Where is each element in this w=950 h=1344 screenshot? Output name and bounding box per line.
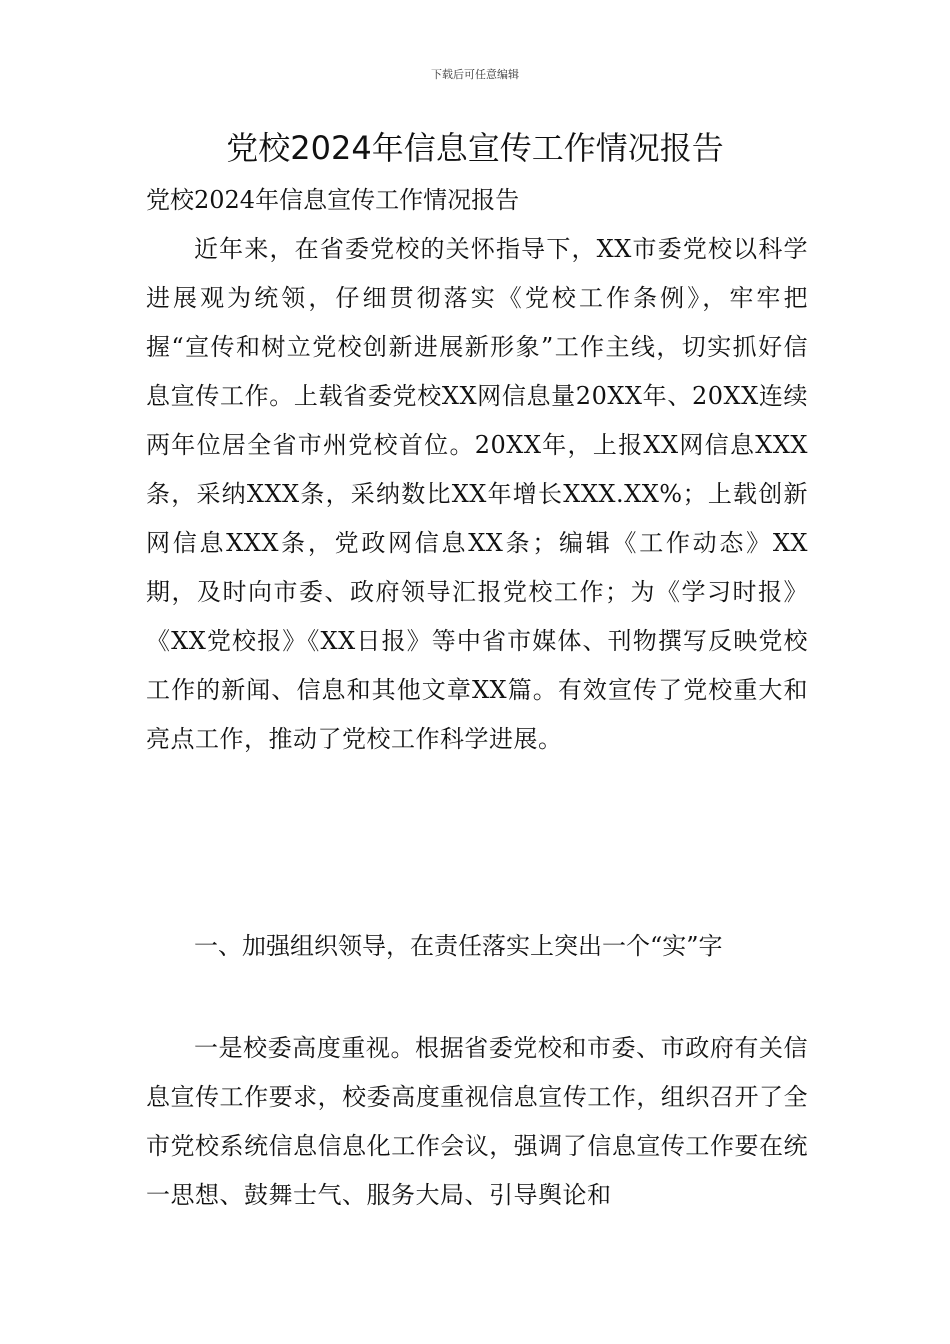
body-paragraph: 一是校委高度重视。根据省委党校和市委、市政府有关信息宣传工作要求，校委高度重视信息宣传工作，组织召开了全市党校系统信息信息化工作会议，强调了信息宣传工作要在统一思想、鼓舞士气、服务大局、引导舆论和 xyxy=(146,1034,808,1209)
section-heading: 一、加强组织领导，在责任落实上突出一个“实”字 xyxy=(194,932,723,960)
header-note: 下载后可任意编辑 xyxy=(431,68,519,81)
document-subtitle: 党校2024年信息宣传工作情况报告 xyxy=(146,186,520,214)
intro-paragraph: 近年来，在省委党校的关怀指导下，XX市委党校以科学进展观为统领，仔细贯彻落实《党校工作条例》，牢牢把握“宣传和树立党校创新进展新形象”工作主线，切实抓好信息宣传工作。上载省委党校XX网信息量20XX年、20XX连续两年位居全省市州党校首位。20XX年，上报XX网信息XXX条，采纳XXX条，采纳数比XX年增长XXX.XX%；上载创新网信息XXX条，党政网信息XX条；编辑《工作动态》XX期，及时向市委、政府领导汇报党校工作；为《学习时报》《XX党校报》《XX日报》等中省市媒体、刊物撰写反映党校工作的新闻、信息和其他文章XX篇。有效宣传了党校重大和亮点工作，推动了党校工作科学进展。 xyxy=(146,235,808,753)
document-title: 党校2024年信息宣传工作情况报告 xyxy=(226,129,724,167)
